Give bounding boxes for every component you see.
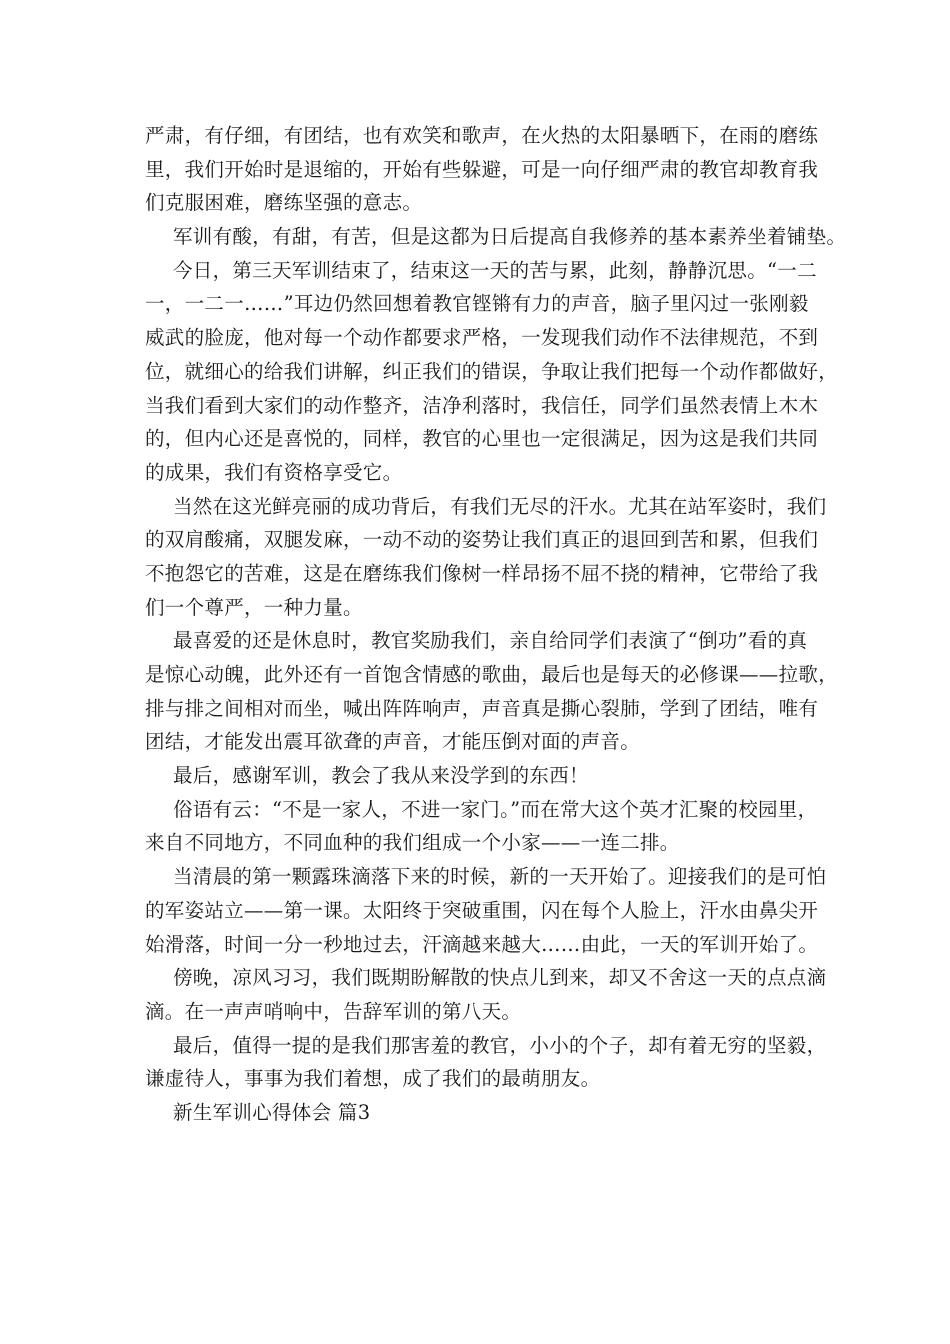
text-line: 一，一二一……”耳边仍然回想着教官铿锵有力的声音，脑子里闪过一张刚毅 — [145, 292, 809, 316]
text-line: 的成果，我们有资格享受它。 — [145, 460, 403, 484]
text-line: 俗语有云：“不是一家人，不进一家门。”而在常大这个英才汇聚的校园里， — [173, 797, 818, 821]
text-line: 们一个尊严，一种力量。 — [145, 595, 363, 619]
text-line: 里，我们开始时是退缩的，开始有些躲避，可是一向仔细严肃的教官却教育我 — [145, 157, 819, 181]
text-line: 谦虚待人，事事为我们着想，成了我们的最萌朋友。 — [145, 1067, 601, 1091]
text-line: 最后，值得一提的是我们那害羞的教官，小小的个子，却有着无穷的坚毅， — [173, 1033, 827, 1057]
text-line: 滴。在一声声哨响中，告辞军训的第八天。 — [145, 999, 522, 1023]
text-line: 团结，才能发出震耳欲聋的声音，才能压倒对面的声音。 — [145, 730, 641, 754]
text-line: 威武的脸庞，他对每一个动作都要求严格，一发现我们动作不法律规范，不到 — [145, 326, 819, 350]
text-line: 最后，感谢军训，教会了我从来没学到的东西！ — [173, 764, 589, 788]
text-line: 当清晨的第一颗露珠滴落下来的时候，新的一天开始了。迎接我们的是可怕 — [173, 865, 827, 889]
text-line: 傍晚，凉风习习，我们既期盼解散的快点儿到来，却又不舍这一天的点点滴 — [173, 966, 827, 990]
document-body — [145, 119, 847, 1130]
text-line: 们克服困难，磨练坚强的意志。 — [145, 191, 423, 215]
text-line: 始滑落，时间一分一秒地过去，汗滴越来越大……由此，一天的军训开始了。 — [145, 932, 819, 956]
text-line: 不抱怨它的苦难，这是在磨练我们像树一样昂扬不屈不挠的精神，它带给了我 — [145, 561, 819, 585]
text-line: 新生军训心得体会 篇3 — [173, 1100, 371, 1124]
text-line: 排与排之间相对而坐，喊出阵阵响声，声音真是撕心裂肺，学到了团结，唯有 — [145, 696, 819, 720]
text-line: 位，就细心的给我们讲解，纠正我们的错误，争取让我们把每一个动作都做好， — [145, 359, 839, 383]
text-line: 最喜爱的还是休息时，教官奖励我们，亲自给同学们表演了“倒功”看的真 — [173, 629, 808, 653]
text-line: 严肃，有仔细，有团结，也有欢笑和歌声，在火热的太阳暴晒下，在雨的磨练 — [145, 124, 819, 147]
text-line: 军训有酸，有甜，有苦，但是这都为日后提高自我修养的基本素养坐着铺垫。 — [173, 225, 847, 249]
text-line: 是惊心动魄，此外还有一首饱含情感的歌曲，最后也是每天的必修课——拉歌， — [145, 663, 839, 686]
text-line: 的军姿站立——第一课。太阳终于突破重围，闪在每个人脸上，汗水由鼻尖开 — [145, 898, 819, 922]
text-line: 当我们看到大家们的动作整齐，洁净利落时，我信任，同学们虽然表情上木木 — [145, 393, 819, 417]
text-line: 来自不同地方，不同血种的我们组成一个小家——一连二排。 — [145, 831, 680, 855]
text-line: 的双肩酸痛，双腿发麻，一动不动的姿势让我们真正的退回到苦和累，但我们 — [145, 528, 819, 552]
text-line: 的，但内心还是喜悦的，同样，教官的心里也一定很满足，因为这是我们共同 — [145, 427, 819, 451]
text-line: 今日，第三天军训结束了，结束这一天的苦与累，此刻，静静沉思。“一二 — [173, 258, 817, 282]
text-line: 当然在这光鲜亮丽的成功背后，有我们无尽的汗水。尤其在站军姿时，我们 — [173, 494, 827, 518]
